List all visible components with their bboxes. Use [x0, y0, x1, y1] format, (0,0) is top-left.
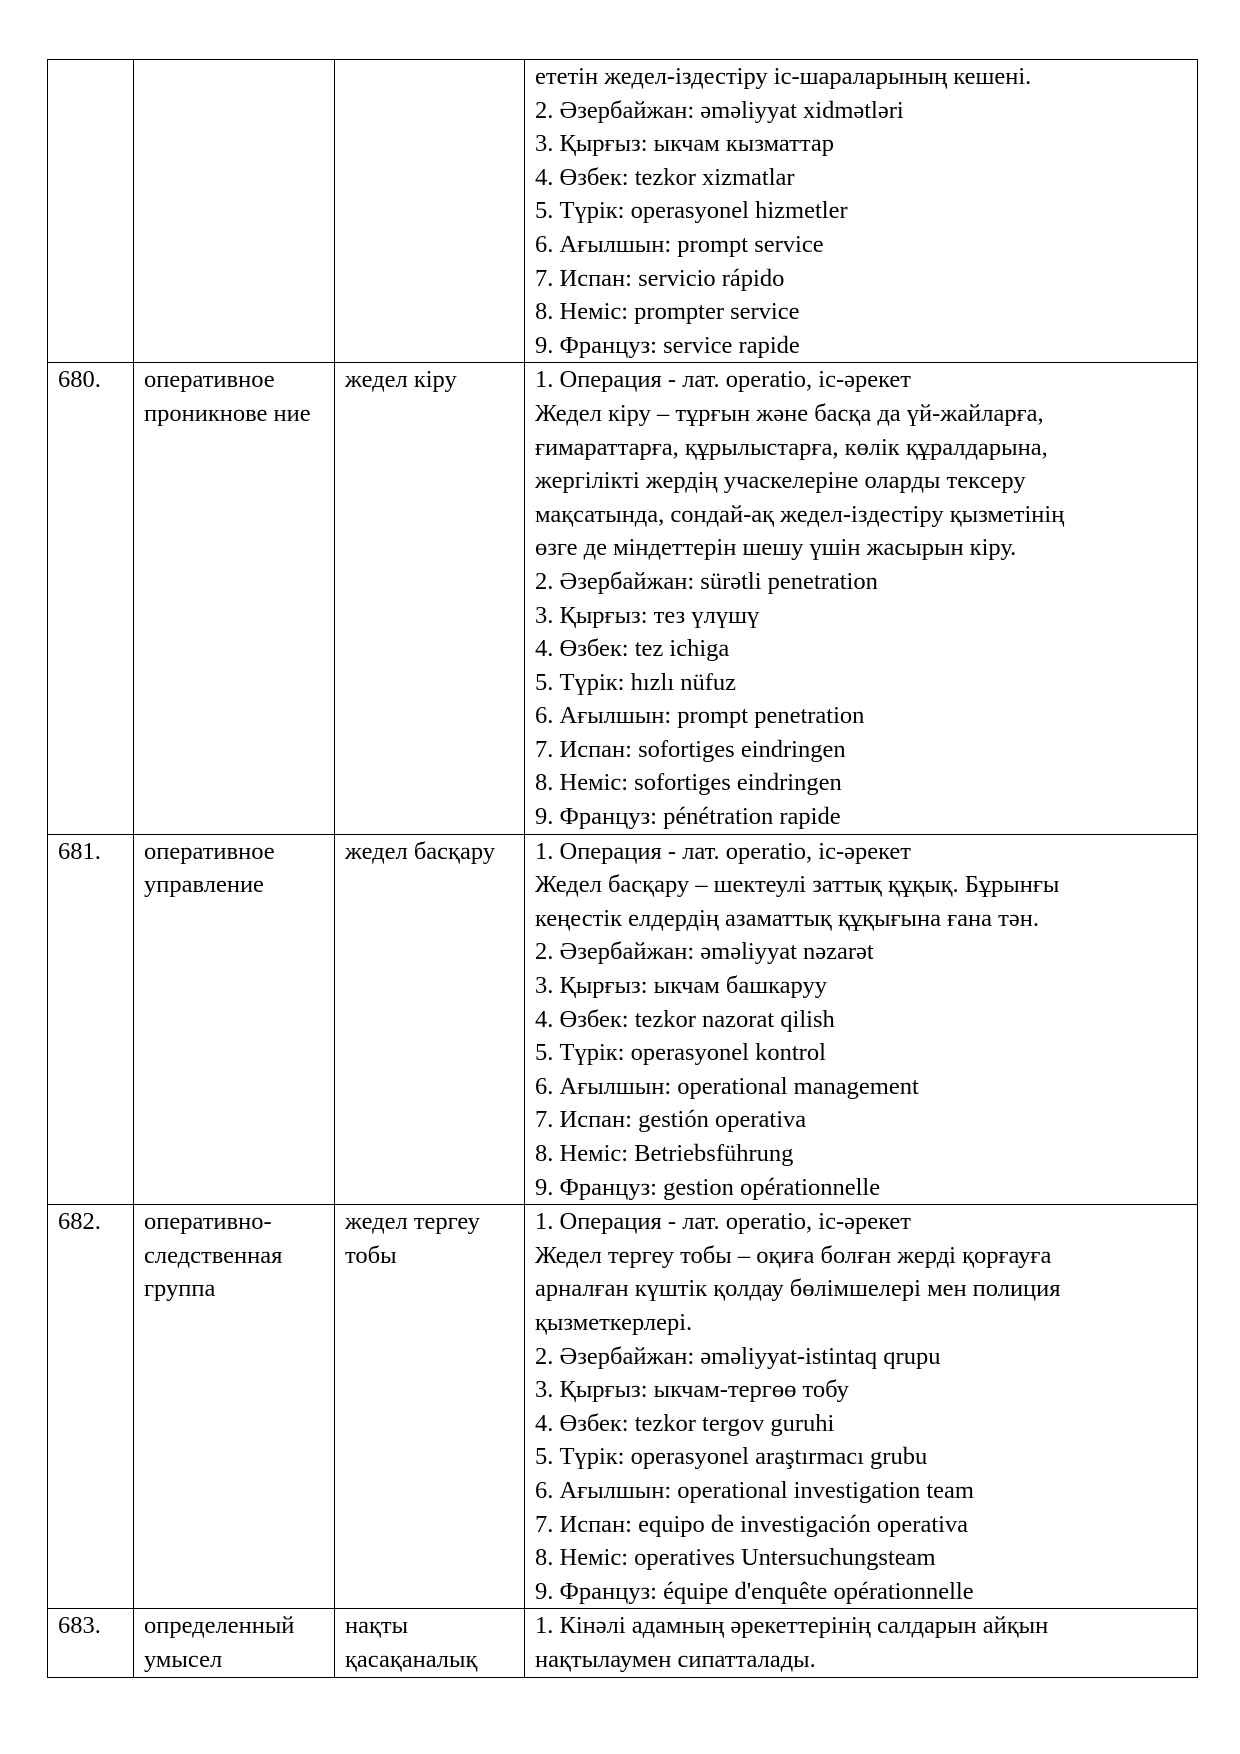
russian-term-cell: [134, 60, 335, 363]
definition-line: 1. Операция - лат. operatio, іс-әрекет: [535, 837, 912, 865]
entry-number-cell: [48, 1609, 134, 1677]
kazakh-term: жедел тергеу тобы: [345, 1208, 480, 1269]
definition-line: 6. Ағылшын: prompt penetration: [535, 702, 865, 730]
definition-line: 4. Өзбек: tezkor nazorat qilish: [535, 1005, 835, 1033]
table-row: [48, 1609, 1198, 1677]
kazakh-term-cell: [335, 834, 525, 1205]
definition-line: кеңестік елдердің азаматтық құқығына ғана тән.: [535, 904, 1039, 932]
definition-line: 6. Ағылшын: operational management: [535, 1072, 919, 1100]
table-row: [48, 60, 1198, 363]
kazakh-term-cell: [335, 363, 525, 834]
definition-line: 7. Испан: gestión operativa: [535, 1106, 807, 1134]
definition-line: 8. Неміс: sofortiges eindringen: [535, 769, 842, 797]
definition-line: нақтылаумен сипатталады.: [535, 1645, 816, 1673]
kazakh-term: жедел кіру: [345, 366, 457, 394]
definition-line: қызметкерлері.: [535, 1308, 693, 1336]
definition-line: 4. Өзбек: tezkor tergov guruhi: [535, 1409, 835, 1437]
definition-line: 9. Француз: service rapide: [535, 331, 800, 359]
russian-term: оперативно-следственная группа: [144, 1208, 283, 1303]
definition-line: 4. Өзбек: tezkor xizmatlar: [535, 163, 795, 191]
definition-line: 9. Француз: équipe d'enquête opérationnelle: [535, 1577, 974, 1605]
definition-cell: [525, 1205, 1198, 1609]
definition-line: өзге де міндеттерін шешу үшін жасырын кіру.: [535, 534, 1017, 562]
table-row: [48, 1205, 1198, 1609]
definition-cell: [525, 1609, 1198, 1677]
entry-number-cell: [48, 363, 134, 834]
definition-line: ететін жедел-іздестіру іс-шараларының кешені.: [535, 63, 1032, 90]
kazakh-term-cell: [335, 1609, 525, 1677]
entry-number: 680.: [58, 366, 101, 394]
definition-line: 3. Қырғыз: тез үлүшү: [535, 601, 760, 629]
definition-line: ғимараттарға, құрылыстарға, көлік құралдарына,: [535, 433, 1048, 461]
entry-number: 682.: [58, 1208, 101, 1236]
definition-line: 9. Француз: pénétration rapide: [535, 803, 841, 831]
kazakh-term: жедел басқару: [345, 837, 496, 865]
definition-line: 9. Француз: gestion opérationnelle: [535, 1173, 881, 1201]
definition-line: 7. Испан: sofortiges eindringen: [535, 735, 846, 763]
definition-line: 2. Әзербайжан: əməliyyat xidmətləri: [535, 96, 904, 124]
definition-line: 8. Неміс: operatives Untersuchungsteam: [535, 1544, 936, 1572]
definition-line: 1. Операция - лат. operatio, іс-әрекет: [535, 366, 912, 394]
definition-cell: [525, 60, 1198, 363]
definition-line: 6. Ағылшын: operational investigation team: [535, 1476, 974, 1504]
definition-line: мақсатында, сондай-ақ жедел-іздестіру қызметінің: [535, 500, 1065, 528]
definition-line: Жедел тергеу тобы – оқиға болған жерді қорғауға: [535, 1241, 1052, 1269]
kazakh-term-cell: [335, 1205, 525, 1609]
definition-line: 5. Түрік: hızlı nüfuz: [535, 668, 737, 696]
definition-cell: [525, 363, 1198, 834]
glossary-table: [47, 59, 1198, 1678]
definition-line: 4. Өзбек: tez ichiga: [535, 635, 730, 663]
entry-number-cell: [48, 1205, 134, 1609]
russian-term-cell: [134, 1205, 335, 1609]
definition-line: 6. Ағылшын: prompt service: [535, 230, 824, 258]
definition-line: 2. Әзербайжан: əməliyyat-istintaq qrupu: [535, 1342, 941, 1370]
definition-line: 2. Әзербайжан: əməliyyat nəzarət: [535, 938, 874, 966]
entry-number: 683.: [58, 1612, 101, 1640]
definition-line: жергілікті жердің учаскелеріне оларды тексеру: [535, 467, 1026, 495]
russian-term: оперативное проникнове ние: [144, 366, 311, 427]
definition-line: арналған күштік қолдау бөлімшелері мен полиция: [535, 1275, 1061, 1303]
definition-line: 8. Неміс: Betriebsführung: [535, 1140, 794, 1167]
russian-term-cell: [134, 1609, 335, 1677]
entry-number: 681.: [58, 837, 101, 865]
definition-line: Жедел кіру – тұрғын және басқа да үй-жайларға,: [535, 399, 1044, 427]
definition-line: Жедел басқару – шектеулі заттық құқық. Бұрынғы: [535, 871, 1060, 899]
table-row: [48, 834, 1198, 1205]
definition-line: 7. Испан: servicio rápido: [535, 264, 785, 292]
definition-line: 5. Түрік: operasyonel kontrol: [535, 1039, 826, 1067]
glossary-table-body: [48, 60, 1198, 1678]
definition-line: 8. Неміс: prompter service: [535, 298, 800, 326]
definition-cell: [525, 834, 1198, 1205]
russian-term: определенный умысел: [144, 1612, 295, 1673]
definition-line: 7. Испан: equipo de investigación operativa: [535, 1510, 969, 1538]
definition-line: 3. Қырғыз: ыкчам кызматтар: [535, 130, 835, 158]
russian-term-cell: [134, 834, 335, 1205]
definition-line: 5. Түрік: operasyonel hizmetler: [535, 197, 848, 225]
definition-line: 1. Кінәлі адамның әрекеттерінің салдарын айқын: [535, 1612, 1049, 1640]
definition-line: 3. Қырғыз: ыкчам башкаруу: [535, 972, 827, 1000]
table-row: [48, 363, 1198, 834]
definition-line: 2. Әзербайжан: sürətli penetration: [535, 567, 878, 595]
definition-line: 1. Операция - лат. operatio, іс-әрекет: [535, 1208, 912, 1236]
definition-line: 5. Түрік: operasyonel araştırmacı grubu: [535, 1443, 928, 1471]
kazakh-term-cell: [335, 60, 525, 363]
definition-line: 3. Қырғыз: ыкчам-тергөө тобу: [535, 1376, 849, 1404]
kazakh-term: нақты қасақаналық: [345, 1612, 478, 1673]
entry-number-cell: [48, 834, 134, 1205]
russian-term-cell: [134, 363, 335, 834]
entry-number-cell: [48, 60, 134, 363]
russian-term: оперативное управление: [144, 837, 275, 899]
